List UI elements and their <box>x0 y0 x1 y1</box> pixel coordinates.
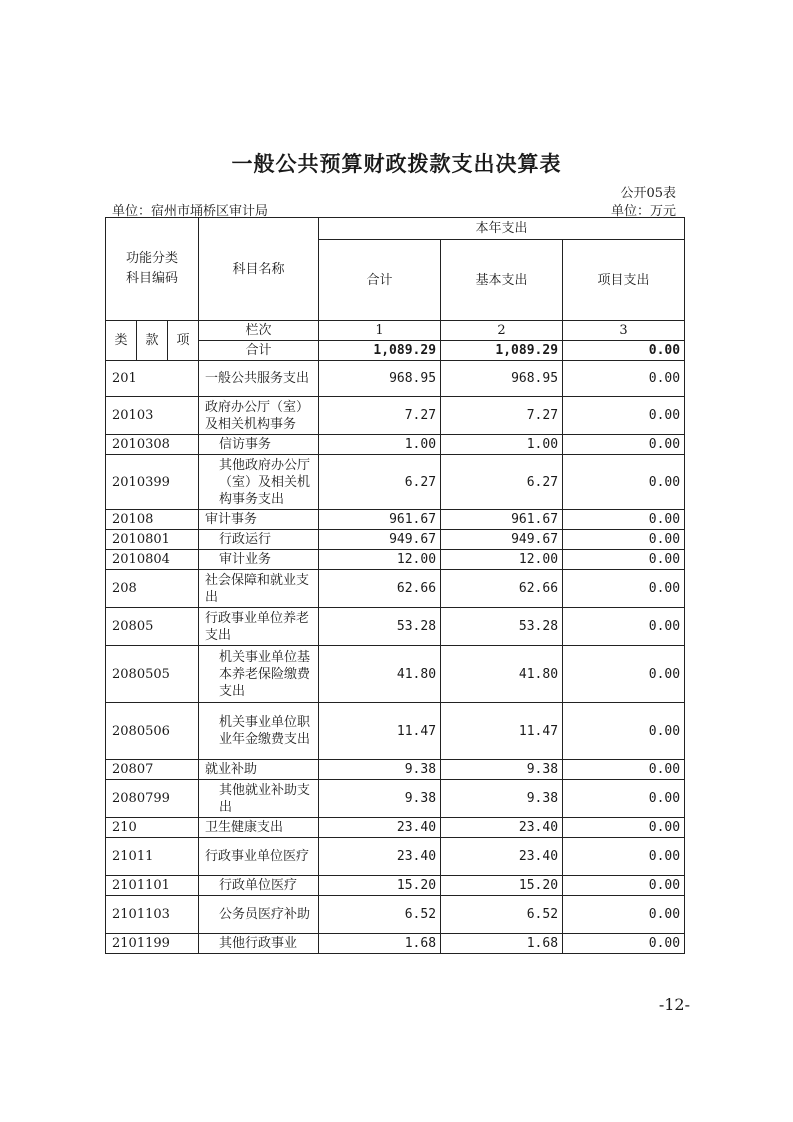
row-total: 949.67 <box>319 530 441 550</box>
row-code: 21011 <box>106 838 199 876</box>
table-row <box>106 570 685 608</box>
unit-currency: 单位：万元 <box>610 204 676 219</box>
page-number: -12- <box>658 995 690 1014</box>
row-project: 0.00 <box>563 530 685 550</box>
row-basic: 23.40 <box>441 838 563 876</box>
row-project: 0.00 <box>563 397 685 435</box>
row-code: 2010804 <box>106 550 199 570</box>
row-subject-name: 其他政府办公厅（室）及相关机构事务支出 <box>199 455 319 510</box>
row-project: 0.00 <box>563 703 685 760</box>
row-total: 23.40 <box>319 818 441 838</box>
row-basic: 53.28 <box>441 608 563 646</box>
row-code: 20103 <box>106 397 199 435</box>
sum-total: 1,089.29 <box>319 341 441 361</box>
row-subject-name: 行政事业单位医疗 <box>199 838 319 876</box>
table-row <box>106 838 685 876</box>
row-basic: 968.95 <box>441 361 563 397</box>
row-basic: 961.67 <box>441 510 563 530</box>
row-project: 0.00 <box>563 361 685 397</box>
header-col2: 2 <box>441 321 563 341</box>
row-total: 41.80 <box>319 646 441 703</box>
row-project: 0.00 <box>563 818 685 838</box>
row-subject-name: 其他行政事业 <box>199 934 319 954</box>
row-project: 0.00 <box>563 896 685 934</box>
row-subject-name: 社会保障和就业支出 <box>199 570 319 608</box>
sum-basic: 1,089.29 <box>441 341 563 361</box>
row-project: 0.00 <box>563 608 685 646</box>
table-row <box>106 510 685 530</box>
row-code: 2080799 <box>106 780 199 818</box>
row-total: 9.38 <box>319 760 441 780</box>
header-kuan: 款 <box>137 321 168 361</box>
row-subject-name: 行政运行 <box>199 530 319 550</box>
header-col3: 3 <box>563 321 685 341</box>
row-basic: 11.47 <box>441 703 563 760</box>
row-total: 9.38 <box>319 780 441 818</box>
row-code: 2080506 <box>106 703 199 760</box>
row-basic: 15.20 <box>441 876 563 896</box>
row-basic: 12.00 <box>441 550 563 570</box>
table-row <box>106 361 685 397</box>
header-column-no: 栏次 <box>199 321 319 341</box>
row-project: 0.00 <box>563 570 685 608</box>
row-basic: 6.27 <box>441 455 563 510</box>
row-code: 201 <box>106 361 199 397</box>
table-row <box>106 608 685 646</box>
row-subject-name: 信访事务 <box>199 435 319 455</box>
row-code: 20807 <box>106 760 199 780</box>
row-total: 53.28 <box>319 608 441 646</box>
row-basic: 62.66 <box>441 570 563 608</box>
row-code: 208 <box>106 570 199 608</box>
header-func-class: 功能分类 科目编码 <box>106 218 199 321</box>
table-row <box>106 934 685 954</box>
header-project: 项目支出 <box>563 240 685 321</box>
row-code: 2101199 <box>106 934 199 954</box>
row-subject-name: 行政单位医疗 <box>199 876 319 896</box>
table-row <box>106 760 685 780</box>
expenditure-table <box>105 217 685 954</box>
row-total: 62.66 <box>319 570 441 608</box>
row-project: 0.00 <box>563 550 685 570</box>
row-total: 23.40 <box>319 838 441 876</box>
row-total: 11.47 <box>319 703 441 760</box>
row-subject-name: 公务员医疗补助 <box>199 896 319 934</box>
row-code: 2101101 <box>106 876 199 896</box>
table-row <box>106 646 685 703</box>
row-basic: 9.38 <box>441 760 563 780</box>
row-project: 0.00 <box>563 435 685 455</box>
row-project: 0.00 <box>563 646 685 703</box>
row-total: 6.52 <box>319 896 441 934</box>
row-subject-name: 一般公共服务支出 <box>199 361 319 397</box>
header-current-year: 本年支出 <box>319 218 685 240</box>
row-subject-name: 审计业务 <box>199 550 319 570</box>
row-basic: 9.38 <box>441 780 563 818</box>
table-row <box>106 435 685 455</box>
table-row <box>106 818 685 838</box>
table-row <box>106 896 685 934</box>
table-row <box>106 703 685 760</box>
row-basic: 7.27 <box>441 397 563 435</box>
header-subject-name: 科目名称 <box>199 218 319 321</box>
row-subject-name: 卫生健康支出 <box>199 818 319 838</box>
sum-label: 合计 <box>199 341 319 361</box>
row-project: 0.00 <box>563 780 685 818</box>
document-title: 一般公共预算财政拨款支出决算表 <box>231 152 562 176</box>
header-xiang: 项 <box>168 321 199 361</box>
row-total: 1.00 <box>319 435 441 455</box>
row-basic: 1.00 <box>441 435 563 455</box>
row-code: 2101103 <box>106 896 199 934</box>
row-subject-name: 就业补助 <box>199 760 319 780</box>
row-basic: 1.68 <box>441 934 563 954</box>
row-subject-name: 政府办公厅（室）及相关机构事务 <box>199 397 319 435</box>
row-basic: 949.67 <box>441 530 563 550</box>
table-row <box>106 397 685 435</box>
table-row <box>106 530 685 550</box>
row-total: 968.95 <box>319 361 441 397</box>
row-total: 961.67 <box>319 510 441 530</box>
row-subject-name: 机关事业单位基本养老保险缴费支出 <box>199 646 319 703</box>
row-project: 0.00 <box>563 838 685 876</box>
row-subject-name: 其他就业补助支出 <box>199 780 319 818</box>
row-total: 15.20 <box>319 876 441 896</box>
table-row <box>106 876 685 896</box>
header-lei: 类 <box>106 321 137 361</box>
row-project: 0.00 <box>563 934 685 954</box>
row-code: 2010801 <box>106 530 199 550</box>
sum-project: 0.00 <box>563 341 685 361</box>
row-code: 20805 <box>106 608 199 646</box>
row-total: 1.68 <box>319 934 441 954</box>
form-code: 公开05表 <box>620 186 676 201</box>
row-code: 2010308 <box>106 435 199 455</box>
row-basic: 6.52 <box>441 896 563 934</box>
row-subject-name: 行政事业单位养老支出 <box>199 608 319 646</box>
header-basic: 基本支出 <box>441 240 563 321</box>
row-basic: 23.40 <box>441 818 563 838</box>
row-basic: 41.80 <box>441 646 563 703</box>
row-project: 0.00 <box>563 876 685 896</box>
row-code: 20108 <box>106 510 199 530</box>
row-project: 0.00 <box>563 760 685 780</box>
row-total: 12.00 <box>319 550 441 570</box>
row-code: 210 <box>106 818 199 838</box>
row-subject-name: 审计事务 <box>199 510 319 530</box>
table-row <box>106 550 685 570</box>
row-total: 7.27 <box>319 397 441 435</box>
table-row <box>106 455 685 510</box>
header-total: 合计 <box>319 240 441 321</box>
row-project: 0.00 <box>563 455 685 510</box>
row-code: 2010399 <box>106 455 199 510</box>
unit-organization: 单位：宿州市埇桥区审计局 <box>112 204 269 219</box>
header-col1: 1 <box>319 321 441 341</box>
row-project: 0.00 <box>563 510 685 530</box>
row-total: 6.27 <box>319 455 441 510</box>
row-code: 2080505 <box>106 646 199 703</box>
row-subject-name: 机关事业单位职业年金缴费支出 <box>199 703 319 760</box>
table-row <box>106 780 685 818</box>
